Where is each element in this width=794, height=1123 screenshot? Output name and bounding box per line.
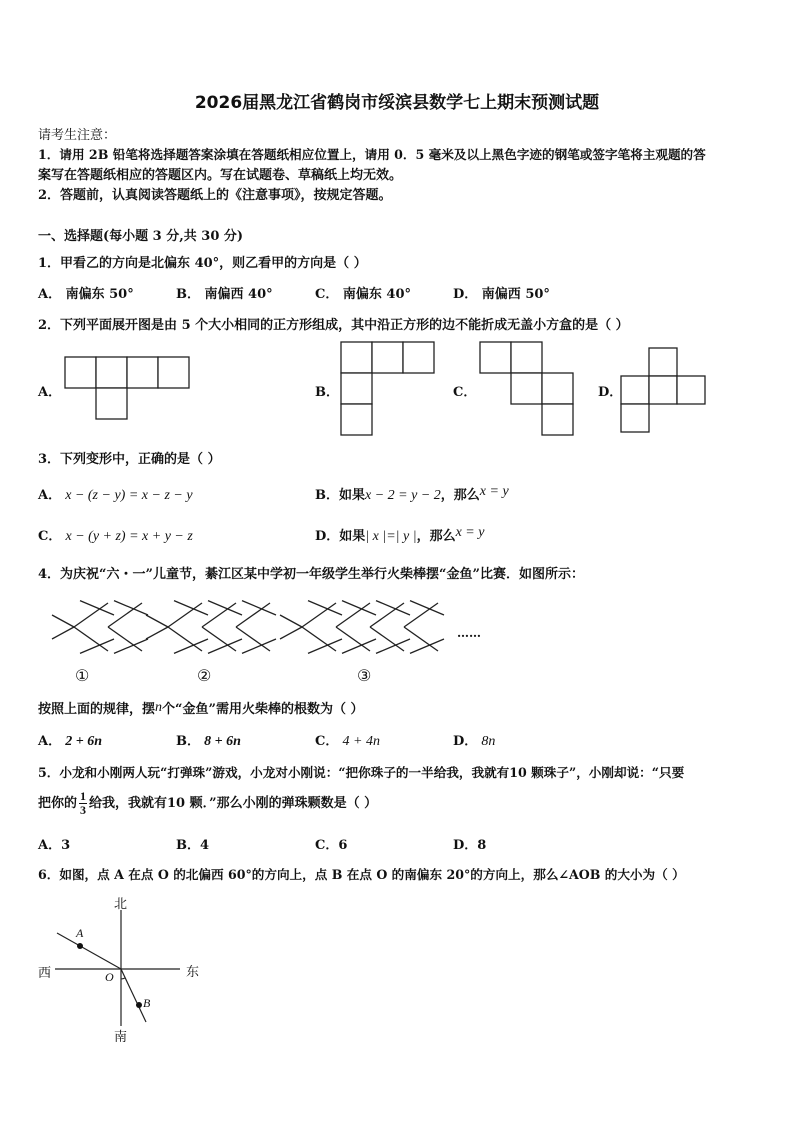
label-north: 北 — [114, 897, 128, 912]
q4-option-a-label: A． — [38, 734, 62, 749]
label-west: 西 — [38, 966, 52, 981]
notice-item-2: 2．答题前，认真阅读答题纸上的《注意事项》，按规定答题。 — [38, 188, 392, 203]
notice-item-1-line-2: 案写在答题纸相应的答题区内。写在试题卷、草稿纸上均无效。 — [38, 168, 403, 183]
q3-option-c-expr: x − (y + z) = x + y − z — [65, 529, 193, 544]
label-point-a: A — [76, 926, 84, 940]
label-east: 东 — [186, 965, 200, 980]
q4-question-pre: 按照上面的规律，摆 — [38, 702, 156, 717]
q4-option-a-expr: 2 + 6n — [65, 734, 102, 749]
q6-stem: 6．如图，点 A 在点 O 的北偏西 60°的方向上，点 B 在点 O 的南偏东 20°的方向上，那么∠AOB 的大小为（ ） — [38, 867, 685, 882]
q3-option-b-connector: ，那么 — [440, 488, 480, 503]
q5-line2-post: 给我，我就有10 颗．”那么小刚的弹珠颗数是（ ） — [89, 796, 378, 811]
q1-stem: 1．甲看乙的方向是北偏东 40°，则乙看甲的方向是（ ） — [38, 256, 367, 271]
q3-stem: 3．下列变形中，正确的是（ ） — [38, 452, 221, 467]
q3-option-b-expr-1: x − 2 = y − 2 — [365, 488, 441, 503]
q2-option-b: B． — [315, 385, 339, 400]
q3-option-a-expr: x − (z − y) = x − z − y — [65, 488, 193, 503]
notice-item-1-line-1: 1．请用 2B 铅笔将选择题答案涂填在答题纸相应位置上，请用 0．5 毫米及以上黑色字迹的钢笔或签字笔将主观题的答 — [38, 147, 706, 162]
q3-option-d-connector: ，那么 — [416, 529, 456, 544]
q3-option-b-expr-2: x = y — [479, 484, 509, 499]
q3-option-c-label: C． — [38, 529, 62, 544]
q1-option-a: A． 南偏东 50° — [38, 287, 134, 302]
q3-option-d-expr-2: x = y — [455, 525, 485, 540]
q4-question-var: n — [155, 700, 163, 715]
point-b-dot — [136, 1002, 142, 1008]
q5-stem-line-1: 5．小龙和小刚两人玩“打弹珠”游戏，小龙对小刚说：“把你珠子的一半给我，我就有10 颗珠子”，小刚却说：“只要 — [38, 765, 685, 780]
q1-option-d: D． 南偏西 50° — [453, 287, 550, 302]
label-point-b: B — [143, 996, 151, 1010]
q4-option-c-expr: 4 + 4n — [342, 734, 380, 749]
fig-label-3: ③ — [357, 666, 372, 685]
q2-stem: 2．下列平面展开图是由 5 个大小相同的正方形组成，其中沿正方形的边不能折成无盖小方盒的是（ ） — [38, 318, 629, 333]
q3-option-a-label: A． — [38, 488, 62, 503]
fig-label-1: ① — [75, 666, 90, 685]
notice-heading: 请考生注意： — [38, 128, 117, 143]
matchstick-ellipsis: …… — [457, 626, 481, 640]
ray-oa — [57, 933, 121, 969]
q5-line2-pre: 把你的 — [38, 796, 78, 811]
section-heading: 一、选择题(每小题 3 分,共 30 分) — [38, 229, 244, 244]
q4-option-d-expr: 8n — [481, 734, 496, 749]
q5-option-b: B．4 — [176, 838, 210, 853]
q5-fraction-numerator: 1 — [80, 789, 87, 803]
q4-option-b-label: B． — [176, 734, 200, 749]
q5-fraction-denominator: 3 — [80, 803, 87, 817]
q5-option-c: C．6 — [315, 838, 348, 853]
q3-option-d-label: D．如果 — [315, 529, 366, 544]
label-south: 南 — [114, 1030, 128, 1045]
q4-option-b-expr: 8 + 6n — [204, 734, 241, 749]
page-title: 2026届黑龙江省鹤岗市绥滨县数学七上期末预测试题 — [194, 93, 600, 113]
q1-option-b: B． 南偏西 40° — [176, 287, 273, 302]
q2-option-a: A． — [38, 385, 62, 400]
q1-option-c: C． 南偏东 40° — [315, 287, 411, 302]
q3-option-b-label: B．如果 — [315, 488, 365, 503]
q2-option-c: C． — [453, 385, 477, 400]
q5-option-a: A．3 — [38, 838, 71, 853]
q4-question-post: 个“金鱼”需用火柴棒的根数为（ ） — [162, 702, 364, 717]
q3-option-d-expr-1: | x |=| y | — [365, 529, 417, 544]
q4-option-c-label: C． — [315, 734, 339, 749]
q4-stem: 4．为庆祝“六・一”儿童节，綦江区某中学初一年级学生举行火柴棒摆“金鱼”比赛．如图所示： — [38, 567, 584, 582]
q4-option-d-label: D． — [453, 734, 478, 749]
label-point-o: O — [105, 970, 114, 984]
q2-option-d: D． — [598, 385, 623, 400]
fig-label-2: ② — [197, 666, 212, 685]
q5-option-d: D．8 — [453, 838, 487, 853]
point-a-dot — [77, 943, 83, 949]
